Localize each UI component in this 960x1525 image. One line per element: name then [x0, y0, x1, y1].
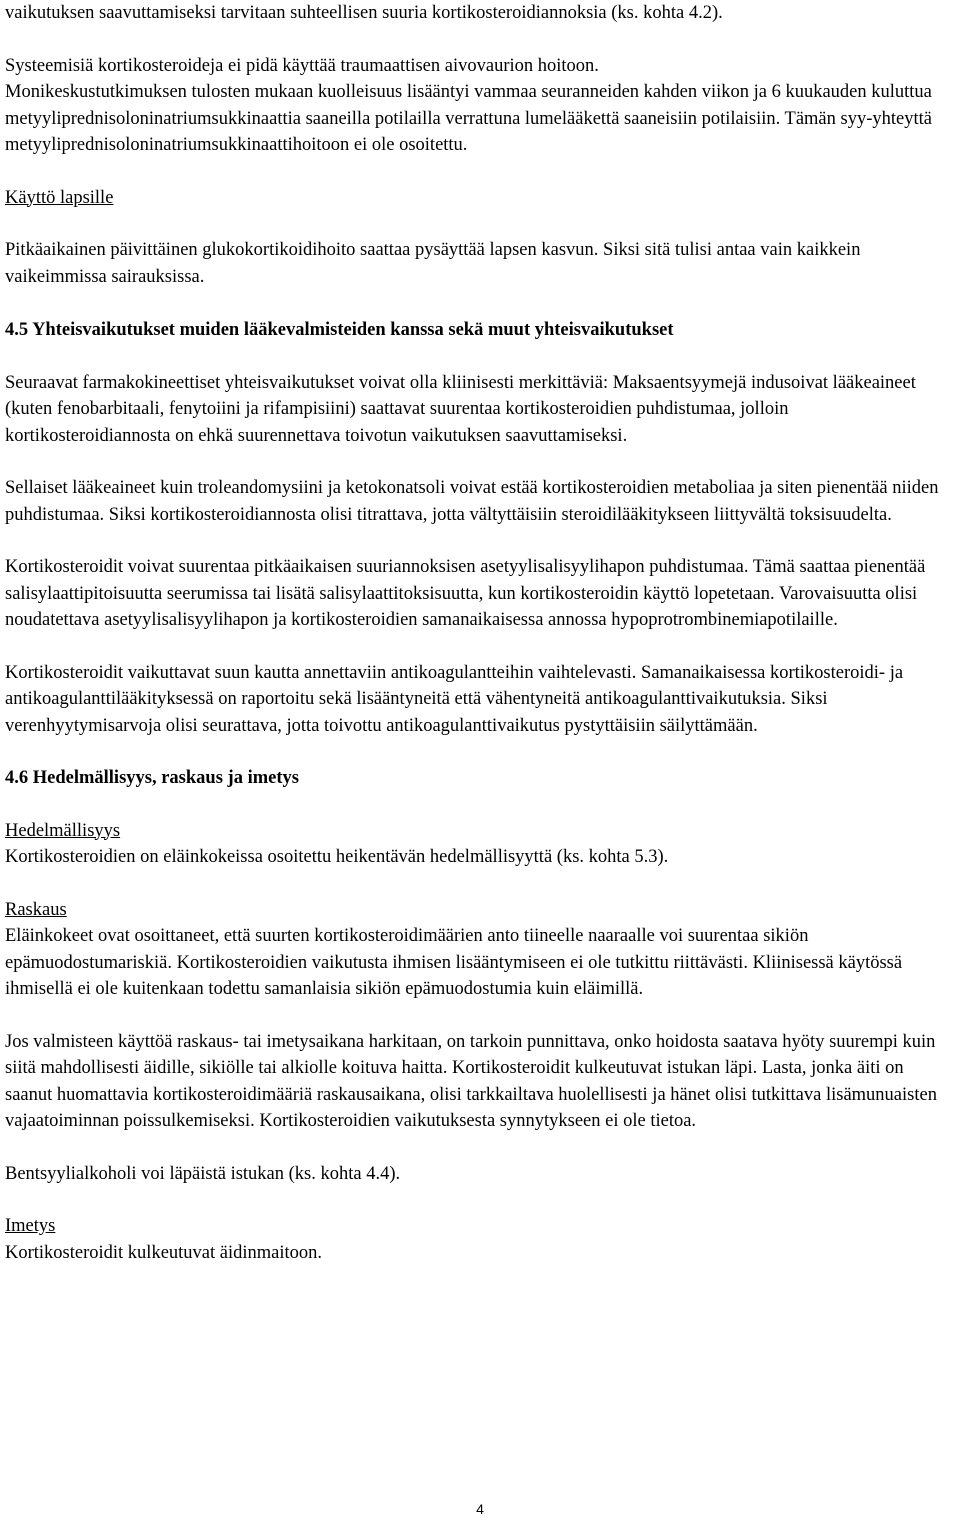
paragraph-dosing-note: vaikutuksen saavuttamiseksi tarvitaan suhteellisen suuria kortikosteroidiannoksia (ks. kohta 4.2).: [5, 3, 723, 23]
paragraph-anticoagulants: Kortikosteroidit vaikuttavat suun kautta annettaviin antikoagulantteihin vaihtelevasti. Samanaikaisessa kortikosteroidi- ja antikoagulanttilääkityksessä on raportoitu sekä lisääntyneitä että vähentyneitä antikoagulanttivaikutuksia. Siksi verenhyytymisarvoja olisi seurattava, jotta toivottu antikoagulanttivaikutus pystyttäisiin säilyttämään.: [5, 662, 904, 736]
paragraph-animal-studies: Eläinkokeet ovat osoittaneet, että suurten kortikosteroidimäärien anto tiineelle naaraalle voi suurentaa sikiön epämuodostumariskiä. Kortikosteroidien vaikutusta ihmisen lisääntymiseen ei ole tutkittu riittävästi. Kliinisessä käytössä ihmisellä ei ole kuitenkaan todettu samanlaisia sikiön epämuodostumia kuin eläimillä.: [5, 926, 903, 999]
paragraph-troleandomycin: Sellaiset lääkeaineet kuin troleandomysiini ja ketokonatsoli voivat estää kortikosteroidien metaboliaa ja siten pienentää niiden puhdistumaa. Siksi kortikosteroidiannosta olisi titrattava, jotta vältyttäisiin steroidilääkitykseen liittyvältä toksisuudelta.: [5, 478, 939, 525]
subheading-use-in-children: Käyttö lapsille: [5, 187, 114, 208]
paragraph-pharmacokinetic-interactions: Seuraavat farmakokineettiset yhteisvaikutukset voivat olla kliinisesti merkittäviä: Maksaentsyymejä indusoivat lääkeaineet (kuten fenobarbitaali, fenytoiini ja rifampisiini) saattavat suurentaa kortikosteroidien puhdistumaa, jolloin kortikosteroidiannosta on ehkä suurennettava toivotun vaikutuksen saavuttamiseksi.: [5, 372, 916, 446]
subheading-fertility: Hedelmällisyys: [5, 820, 121, 841]
paragraph-traumatic-brain-injury: Systeemisiä kortikosteroideja ei pidä käyttää traumaattisen aivovaurion hoitoon.: [5, 55, 599, 76]
paragraph-fertility: Kortikosteroidien on eläinkokeissa osoitettu heikentävän hedelmällisyyttä (ks. kohta 5.3).: [5, 847, 669, 867]
subheading-breastfeeding: Imetys: [5, 1216, 56, 1236]
document-page: [5, 0, 955, 1266]
paragraph-children-growth: Pitkäaikainen päivittäinen glukokortikoidihoito saattaa pysäyttää lapsen kasvun. Siksi sitä tulisi antaa vain kaikkein vaikeimmissa sairauksissa.: [5, 240, 861, 287]
paragraph-breast-milk: Kortikosteroidit kulkeutuvat äidinmaitoon.: [5, 1242, 323, 1263]
subheading-pregnancy: Raskaus: [5, 899, 67, 920]
paragraph-benzyl-alcohol: Bentsyylialkoholi voi läpäistä istukan (ks. kohta 4.4).: [5, 1163, 401, 1184]
section-heading-4-6: 4.6 Hedelmällisyys, raskaus ja imetys: [5, 768, 299, 788]
paragraph-multicenter-study: Monikeskustutkimuksen tulosten mukaan kuolleisuus lisääntyi vammaa seuranneiden kahden viikon ja 6 kuukauden kuluttua metyyliprednisoloninatriumsukkinaattia saaneilla potilailla verrattuna lumelääkettä saaneisiin potilaisiin. Tämän syy-yhteyttä metyyliprednisoloninatriumsukkinaattihoitoon ei ole osoitettu.: [5, 82, 932, 155]
section-heading-4-5: 4.5 Yhteisvaikutukset muiden lääkevalmisteiden kanssa sekä muut yhteisvaikutukset: [5, 320, 674, 340]
page-number: 4: [476, 1501, 484, 1517]
paragraph-acetylsalicylic-acid: Kortikosteroidit voivat suurentaa pitkäaikaisen suuriannoksisen asetyylisalisyylihapon puhdistumaa. Tämä saattaa pienentää salisylaattipitoisuutta seerumissa tai lisätä salisylaattitoksisuutta, kun kortikosteroidin käyttö lopetetaan. Varovaisuutta olisi noudatettava asetyylisalisyylihapon ja kortikosteroidien samanaikaisessa annossa hypoprotrombinemiapotilaille.: [5, 557, 926, 630]
paragraph-pregnancy-benefit-risk: Jos valmisteen käyttöä raskaus- tai imetysaikana harkitaan, on tarkoin punnittava, onko hoidosta saatava hyöty suurempi kuin siitä mahdollisesti äidille, sikiölle tai alkiolle koituva haitta. Kortikosteroidit kulkeutuvat istukan läpi. Lasta, jonka äiti on saanut huomattavia kortikosteroidimääriä raskausaikana, olisi tarkkailtava huolellisesti ja hänet olisi tutkittava lisämunuaisten vajaatoiminnan poissulkemiseksi. Kortikosteroidien vaikutuksesta synnytykseen ei ole tietoa.: [5, 1031, 937, 1131]
